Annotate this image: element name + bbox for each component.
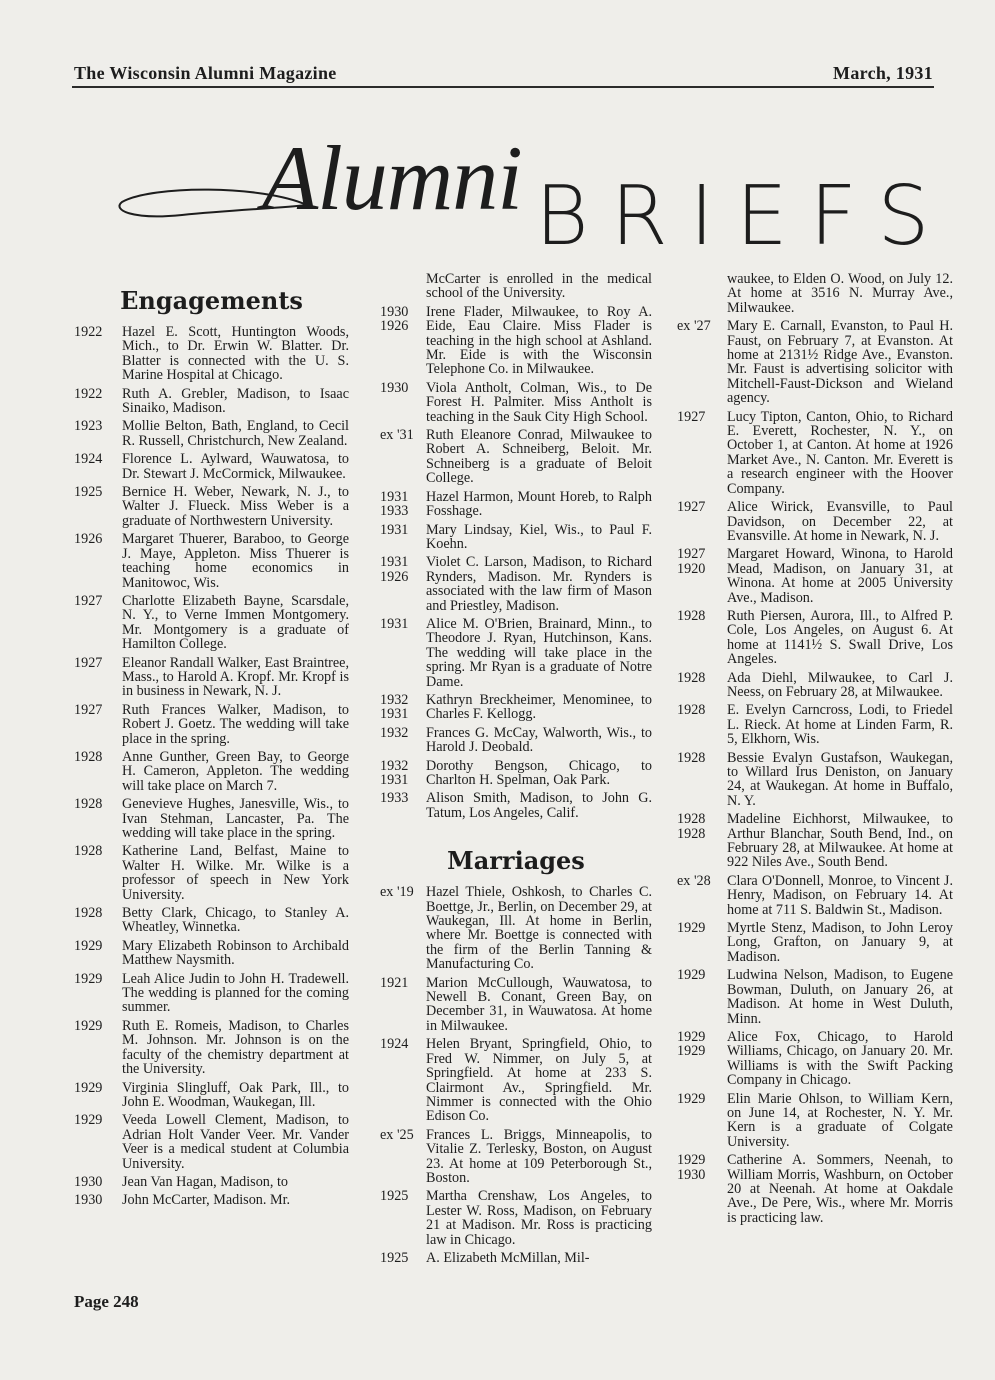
engagements-column [74,286,349,1212]
list-item [74,1113,349,1171]
class-year: 1933 [380,790,409,807]
class-year: 1928 [74,748,103,765]
list-item [74,972,349,1015]
list-item [74,939,349,968]
list-item [380,555,652,613]
class-year: 1924 [74,451,103,468]
entry-text: Anne Gunther, Green Bay, to George H. Cameron, Appleton. The wedding will take place on March 7. [122,748,349,794]
entry-text: Alison Smith, Madison, to John G. Tatum, Los Angeles, Calif. [426,790,652,821]
list-item [380,976,652,1034]
list-item [74,325,349,383]
class-year: 1927 [74,701,103,718]
list-item [74,532,349,590]
class-year: 1927 [677,408,706,425]
list-item [677,968,953,1026]
entry-text: Alice Wirick, Evansville, to Paul Davidson, on December 22, at Evansville. At home in Newark, N. J. [727,499,953,544]
list-item [677,1153,953,1225]
entry-text: A. Elizabeth McMillan, Mil- [426,1249,590,1266]
list-item [74,750,349,793]
list-item [380,1128,652,1186]
class-year: 1930 1926 [380,303,409,335]
continuation-text: McCarter is enrolled in the medical school of the University. [426,271,652,302]
class-year: 1927 [74,654,103,671]
entry-text: Ruth Frances Walker, Madison, to Robert J. Goetz. The wedding will take place in the spring. [122,701,349,747]
entry-text: Violet C. Larson, Madison, to Richard Rynders, Madison. Mr. Rynders is associated with the law firm of Mason and Priestley, Madison. [426,554,652,614]
entry-text: Mary Elizabeth Robinson to Archibald Matthew Naysmith. [122,937,349,969]
right-column [677,272,953,1229]
list-item [74,656,349,699]
class-year: 1930 [74,1192,103,1209]
list-item [677,812,953,870]
list-item [380,1251,652,1265]
list-item [74,703,349,746]
marriages-heading: Marriages [447,846,585,876]
class-year: 1931 [380,615,409,632]
engagements-list-continued [380,305,652,820]
class-year: 1931 1926 [380,554,409,585]
marriages-list [380,885,652,1265]
engagements-list [74,325,349,1208]
entry-text: Betty Clark, Chicago, to Stanley A. Wheatley, Winnetka. [122,905,349,936]
list-item [677,319,953,405]
list-item [677,1092,953,1150]
entry-text: John McCarter, Madison. Mr. [122,1192,291,1209]
entry-text: Ada Diehl, Milwaukee, to Carl J. Neess, on February 28, at Milwaukee. [727,669,953,700]
list-item [74,1193,349,1207]
entry-text: Martha Crenshaw, Los Angeles, to Lester W. Ross, Madison, on February 21 at Madison. Mr. Ross is practicing law in Chicago. [426,1188,652,1248]
entry-text: Clara O'Donnell, Monroe, to Vincent J. Henry, Madison, on February 14. At home at 711 S. Baldwin St., Madison. [727,872,953,918]
list-item [380,726,652,755]
list-item [74,594,349,652]
entry-text: Florence L. Aylward, Wauwatosa, to Dr. Stewart J. McCormick, Milwaukee. [122,451,349,482]
engagements-heading: Engagements [120,286,303,315]
entry-text: Eleanor Randall Walker, East Braintree, Mass., to Harold A. Kropf. Mr. Kropf is in business in Newark, N. J. [122,654,349,700]
list-item [677,500,953,543]
entry-text: Charlotte Elizabeth Bayne, Scarsdale, N. Y., to Verne Immen Montgomery. Mr. Montgomery is a graduate of Hamilton College. [122,592,349,653]
entry-text: Ludwina Nelson, Madison, to Eugene Bowman, Duluth, on January 26, at Madison. At home in West Duluth, Minn. [727,967,953,1027]
class-year: 1925 [380,1249,409,1266]
class-year: 1932 1931 [380,691,409,723]
list-item [74,485,349,528]
class-year: ex '19 [380,884,414,901]
entry-text: E. Evelyn Carncross, Lodi, to Friedel L. Rieck. At home at Linden Farm, R. 5, Elkhorn, Wis. [727,702,953,748]
entry-text: Irene Flader, Milwaukee, to Roy A. Eide, Eau Claire. Miss Flader is teaching in the high school at Ashland. Mr. Eide is with the Wisconsin Telephone Co. in Milwaukee. [426,303,652,378]
class-year: 1928 [677,607,706,624]
list-item [380,791,652,820]
class-year: 1924 [380,1036,409,1053]
class-year: 1929 [74,1079,103,1096]
class-year: 1923 [74,418,103,435]
class-year: 1925 [74,484,103,501]
class-year: 1931 1933 [380,488,409,520]
list-item [380,1189,652,1247]
entry-text: Myrtle Stenz, Madison, to John Leroy Long, Grafton, on January 9, at Madison. [727,920,953,965]
list-item [74,1081,349,1110]
list-item [380,885,652,971]
class-year: 1932 1931 [380,757,409,788]
entry-text: Mollie Belton, Bath, England, to Cecil R. Russell, Christchurch, New Zealand. [122,418,349,449]
class-year: 1930 [380,379,409,396]
class-year: 1922 [74,324,103,340]
list-item [677,874,953,917]
entry-text: Hazel Thiele, Oshkosh, to Charles C. Boettge, Jr., Berlin, on December 29, at Waukegan, Ill. At home in Berlin, where Mr. Boettge is connected with the firm of the Berlin Tanning & Manufacturing Co. [426,884,652,973]
entry-text: Viola Antholt, Colman, Wis., to De Forest H. Palmiter. Miss Antholt is teaching in the Sauk City High School. [426,379,652,425]
class-year: 1929 [677,920,706,937]
list-item [380,617,652,689]
class-year: 1921 [380,974,409,991]
entry-text: Margaret Howard, Winona, to Harold Mead, Madison, on January 31, at Winona. At home at 2005 University Ave., Madison. [727,546,953,606]
list-item [74,797,349,840]
list-item [74,1019,349,1077]
class-year: 1929 [74,970,103,987]
list-item [380,759,652,788]
class-year: 1928 [74,796,103,813]
entry-text: Helen Bryant, Springfield, Ohio, to Fred W. Nimmer, on July 5, at Springfield. At home at 233 S. Clairmont Av., Springfield. Mr. Nimmer is connected with the Ohio Edison Co. [426,1036,652,1125]
class-year: 1927 1920 [677,546,706,577]
entry-text: Mary Lindsay, Kiel, Wis., to Paul F. Koehn. [426,521,652,552]
class-year: 1928 [74,905,103,922]
class-year: 1929 [677,1090,706,1107]
class-year: 1925 [380,1188,409,1205]
list-item [74,844,349,902]
entry-text: Genevieve Hughes, Janesville, Wis., to Ivan Stehman, Lancaster, Pa. The wedding will take place in the spring. [122,796,349,841]
header-rule [72,86,934,88]
list-item [74,906,349,935]
list-item [677,921,953,964]
entry-text: Katherine Land, Belfast, Maine to Walter H. Wilke. Mr. Wilke is a professor of speech in New York University. [122,843,349,903]
class-year: 1932 [380,724,409,741]
class-year: 1929 [74,937,103,954]
entry-text: Marion McCullough, Wauwatosa, to Newell B. Conant, Green Bay, on December 31, in Wauwatosa. At home in Milwaukee. [426,974,652,1034]
list-item [380,428,652,486]
list-item [380,1037,652,1123]
entry-text: Alice Fox, Chicago, to Harold Williams, Chicago, on January 20. Mr. Williams is with the Swift Packing Company in Chicago. [727,1028,953,1089]
class-year: 1928 [74,843,103,860]
title-alumni: Alumni [262,127,522,229]
class-year: 1931 [380,521,409,538]
list-item [380,381,652,424]
class-year: ex '31 [380,427,414,444]
class-year: 1928 1928 [677,811,706,842]
entry-text: Margaret Thuerer, Baraboo, to George J. Maye, Appleton. Miss Thuerer is teaching home economics in Manitowoc, Wis. [122,531,349,591]
entry-text: Ruth Eleanore Conrad, Milwaukee to Robert A. Schneiberg, Beloit. Mr. Schneiberg is a graduate of Beloit College. [426,427,652,487]
entry-text: Frances L. Briggs, Minneapolis, to Vitalie Z. Terlesky, Boston, on August 23. At home at 109 Peterborough St., Boston. [426,1126,652,1186]
class-year: 1922 [74,385,103,402]
list-item [380,523,652,552]
list-item [677,1030,953,1088]
class-year: 1928 [677,669,706,686]
class-year: ex '27 [677,318,711,335]
list-item [380,490,652,519]
class-year: 1926 [74,531,103,548]
entry-text: Catherine A. Sommers, Neenah, to William Morris, Washburn, on October 20 at Neenah. At home at Oakdale Ave., De Pere, Wis., where Mr. Morris is practicing law. [727,1152,953,1226]
list-item [677,547,953,605]
list-item [74,452,349,481]
entry-text: Dorothy Bengson, Chicago, to Charlton H. Spelman, Oak Park. [426,757,652,788]
entry-text: Hazel E. Scott, Huntington Woods, Mich., to Dr. Erwin W. Blatter. Dr. Blatter is connected with the U. S. Marine Hospital at Chicago. [122,324,349,384]
entry-text: Lucy Tipton, Canton, Ohio, to Richard E. Everett, Rochester, N. Y., on October 1, at Canton. At home at 1926 Market Ave., N. Canton. Mr. Everett is a research engineer with the Hoover Company. [727,408,953,497]
list-item [74,1175,349,1189]
list-item [380,693,652,722]
entry-text: Ruth Piersen, Aurora, Ill., to Alfred P. Cole, Los Angeles, on August 6. At home at 1141½ S. Swall Drive, Los Angeles. [727,607,953,668]
entry-text: Frances G. McCay, Walworth, Wis., to Harold J. Deobald. [426,724,652,756]
list-item [74,387,349,416]
class-year: 1929 1929 [677,1028,706,1060]
entry-text: Mary E. Carnall, Evanston, to Paul H. Faust, on February 7, at Evanston. At home at 2131½ Ridge Ave., Evanston. Mr. Faust is advertising solicitor with Mitchell-Faust-Dickson and Wieland agency. [727,318,953,407]
entry-text: Jean Van Hagan, Madison, to [122,1173,289,1190]
class-year: 1929 [677,967,706,984]
entry-text: Virginia Slingluff, Oak Park, Ill., to John E. Woodman, Waukegan, Ill. [122,1079,349,1110]
page-number: Page 248 [74,1292,139,1311]
class-year: 1928 [677,702,706,719]
class-year: 1927 [74,592,103,609]
entry-text: Kathryn Breckheimer, Menominee, to Charles F. Kellogg. [426,691,652,723]
entry-text: Bernice H. Weber, Newark, N. J., to Walter J. Flueck. Miss Weber is a graduate of Northwestern University. [122,484,349,529]
entry-text: Bessie Evalyn Gustafson, Waukegan, to Willard Irus Deniston, on January 24, at Waukegan. At home in Buffalo, N. Y. [727,749,953,809]
middle-column [380,272,652,1269]
class-year: 1929 [74,1017,103,1034]
list-item [677,609,953,667]
entry-text: Ruth A. Grebler, Madison, to Isaac Sinaiko, Madison. [122,385,349,417]
entry-text: Madeline Eichhorst, Milwaukee, to Arthur Blanchar, South Bend, Ind., on February 28, at Milwaukee. At home at 922 Niles Ave., South Bend. [727,811,953,871]
entry-text: Leah Alice Judin to John H. Tradewell. The wedding is planned for the coming summer. [122,970,349,1016]
list-item [677,751,953,809]
class-year: ex '25 [380,1126,414,1143]
class-year: 1929 [74,1112,103,1129]
list-item [380,305,652,377]
list-item [74,419,349,448]
entry-text: Alice M. O'Brien, Brainard, Minn., to Theodore J. Ryan, Hutchinson, Kans. The wedding will take place in the spring. Mr Ryan is a graduate of Notre Dame. [426,615,652,690]
entry-text: Hazel Harmon, Mount Horeb, to Ralph Fosshage. [426,488,652,520]
entry-text: Veeda Lowell Clement, Madison, to Adrian Holt Vander Veer. Mr. Vander Veer is a medical student at Columbia University. [122,1112,349,1172]
class-year: 1930 [74,1173,103,1190]
list-item [677,410,953,496]
list-item [677,671,953,700]
class-year: ex '28 [677,872,711,889]
continuation-text: waukee, to Elden O. Wood, on July 12. At home at 3516 N. Murray Ave., Milwaukee. [727,271,953,316]
class-year: 1927 [677,499,706,516]
entry-text: Elin Marie Ohlson, to William Kern, on June 14, at Rochester, N. Y. Mr. Kern is a graduate of Colgate University. [727,1090,953,1150]
magazine-title: The Wisconsin Alumni Magazine [74,63,337,83]
marriages-list-continued [677,319,953,1225]
entry-text: Ruth E. Romeis, Madison, to Charles M. Johnson. Mr. Johnson is on the faculty of the chemistry department at the University. [122,1017,349,1078]
title-briefs: BRIEFS [535,169,952,264]
class-year: 1928 [677,749,706,766]
list-item [677,703,953,746]
class-year: 1929 1930 [677,1152,706,1183]
issue-date: March, 1931 [833,63,933,83]
